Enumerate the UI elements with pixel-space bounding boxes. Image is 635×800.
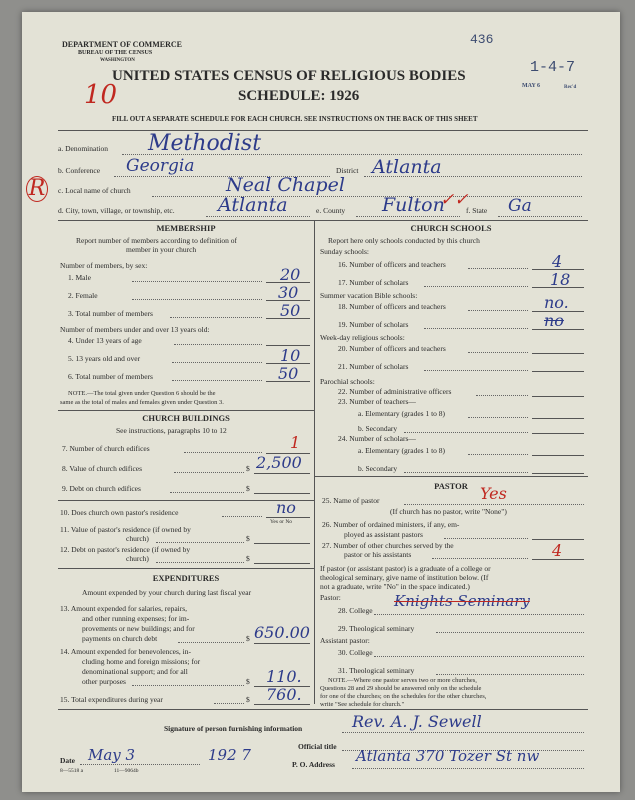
received-stamp: Rec'd bbox=[564, 85, 577, 90]
q13-dollar: $ bbox=[246, 634, 250, 643]
q30-label: 30. College bbox=[338, 648, 373, 657]
denomination-value: Methodist bbox=[148, 131, 262, 156]
expenditures-sub: Amount expended by your church during last fiscal year bbox=[82, 588, 252, 597]
q27-value: 4 bbox=[552, 541, 563, 560]
q11-dollar: $ bbox=[246, 534, 250, 543]
q5-label: 5. 13 years old and over bbox=[68, 354, 141, 363]
q7-label: 7. Number of church edifices bbox=[62, 444, 150, 453]
date-value: May 3 bbox=[88, 746, 136, 764]
q12-dollar: $ bbox=[246, 554, 250, 563]
q13-line-4: payments on church debt bbox=[82, 634, 158, 643]
q16-value: 4 bbox=[552, 252, 563, 271]
q17-label: 17. Number of scholars bbox=[338, 278, 409, 287]
q23a-label: a. Elementary (grades 1 to 8) bbox=[358, 409, 446, 418]
q14-line-1: 14. Amount expended for benevolences, in- bbox=[60, 647, 192, 656]
date-stamp: MAY 6 bbox=[522, 83, 541, 89]
membership-intro-2: member in your church bbox=[126, 245, 197, 254]
q27-label-1: 27. Number of other churches served by the bbox=[322, 541, 454, 550]
q8-label: 8. Value of church edifices bbox=[62, 464, 143, 473]
city-label: WASHINGTON bbox=[100, 58, 135, 63]
schedule-title: SCHEDULE: 1926 bbox=[238, 88, 360, 104]
pastor-heading: PASTOR bbox=[434, 481, 468, 491]
stamp-number: 436 bbox=[470, 32, 494, 47]
weekday-schools-label: Week-day religious schools: bbox=[320, 333, 405, 342]
yes-or-no-caption: Yes or No bbox=[270, 519, 293, 525]
q6-label: 6. Total number of members bbox=[68, 372, 153, 381]
q3-label: 3. Total number of members bbox=[68, 309, 153, 318]
county-check-mark: ✓✓ bbox=[440, 190, 469, 210]
graduate-note-3: not a graduate, write "No" in the space indicated.) bbox=[320, 582, 470, 591]
q11-label-2: church) bbox=[126, 534, 149, 543]
address-label: P. O. Address bbox=[292, 760, 335, 769]
membership-heading: MEMBERSHIP bbox=[156, 223, 216, 233]
q24b-label: b. Secondary bbox=[358, 464, 398, 473]
membership-by-sex: Number of members, by sex: bbox=[60, 261, 148, 270]
q26-label-2: ployed as assistant pastors bbox=[344, 530, 423, 539]
q17-value: 18 bbox=[550, 270, 571, 289]
district-label: District bbox=[336, 166, 359, 175]
vacation-schools-label: Summer vacation Bible schools: bbox=[320, 291, 418, 300]
q4-label: 4. Under 13 years of age bbox=[68, 336, 142, 345]
column-divider bbox=[314, 220, 315, 704]
q15-value: 760. bbox=[266, 685, 302, 704]
parochial-schools-label: Parochial schools: bbox=[320, 377, 375, 386]
q13-value: 650.00 bbox=[254, 623, 310, 642]
instructions-line: FILL OUT A SEPARATE SCHEDULE FOR EACH CHURCH. SEE INSTRUCTIONS ON THE BACK OF THIS SHEET bbox=[112, 115, 478, 123]
sunday-schools-label: Sunday schools: bbox=[320, 247, 369, 256]
q8-dollar: $ bbox=[246, 464, 250, 473]
membership-age-line: Number of members under and over 13 years old: bbox=[60, 325, 210, 334]
q27-label-2: pastor or his assistants bbox=[344, 550, 412, 559]
handwritten-mark-r: R bbox=[26, 176, 48, 202]
district-value: Atlanta bbox=[372, 156, 442, 178]
q2-label: 2. Female bbox=[68, 291, 98, 300]
q23-label: 23. Number of teachers— bbox=[338, 397, 416, 406]
header-rule bbox=[58, 130, 588, 131]
q18-value: no. bbox=[544, 293, 569, 312]
church-name-label: c. Local name of church bbox=[58, 186, 131, 195]
q25-label: 25. Name of pastor bbox=[322, 496, 380, 505]
q14-dollar: $ bbox=[246, 677, 250, 686]
form-number-1: 8—5518 a bbox=[60, 768, 84, 774]
q15-dollar: $ bbox=[246, 695, 250, 704]
q20-label: 20. Number of officers and teachers bbox=[338, 344, 446, 353]
q28-label: 28. College bbox=[338, 606, 373, 615]
q21-label: 21. Number of scholars bbox=[338, 362, 409, 371]
q10-label: 10. Does church own pastor's residence bbox=[60, 508, 179, 517]
q11-label-1: 11. Value of pastor's residence (if owned by bbox=[60, 525, 191, 534]
q19-value: no bbox=[544, 311, 564, 330]
code-stamp: 1-4-7 bbox=[530, 59, 576, 76]
q28-value: Knights Seminary bbox=[394, 592, 530, 610]
form-number-2: 11—9064b bbox=[114, 768, 139, 774]
signature-label: Signature of person furnishing information bbox=[164, 724, 303, 733]
assistant-pastor-label: Assistant pastor: bbox=[320, 636, 370, 645]
pastor-note-4: write "See schedule for church." bbox=[320, 701, 405, 708]
q18-label: 18. Number of officers and teachers bbox=[338, 302, 446, 311]
q25-note: (If church has no pastor, write "None") bbox=[390, 507, 507, 516]
q14-line-4: other purposes bbox=[82, 677, 126, 686]
q19-label: 19. Number of scholars bbox=[338, 320, 409, 329]
q1-value: 20 bbox=[280, 265, 301, 284]
graduate-note-2: theological seminary, give name of institution below. (If bbox=[320, 573, 489, 582]
q13-line-1: 13. Amount expended for salaries, repairs, bbox=[60, 604, 188, 613]
schools-intro: Report here only schools conducted by this church bbox=[328, 236, 480, 245]
q13-line-2: and other running expenses; for im- bbox=[82, 614, 190, 623]
q26-label-1: 26. Number of ordained ministers, if any, em- bbox=[322, 520, 460, 529]
q3-value: 50 bbox=[280, 301, 301, 320]
form-title: UNITED STATES CENSUS OF RELIGIOUS BODIES bbox=[112, 68, 466, 84]
q5-value: 10 bbox=[280, 346, 301, 365]
q24a-label: a. Elementary (grades 1 to 8) bbox=[358, 446, 446, 455]
membership-note-1: NOTE.—The total given under Question 6 should be the bbox=[68, 390, 216, 397]
conference-label: b. Conference bbox=[58, 166, 101, 175]
church-name-value: Neal Chapel bbox=[226, 174, 345, 196]
buildings-heading: CHURCH BUILDINGS bbox=[142, 413, 230, 423]
year-value: 192 7 bbox=[208, 746, 251, 764]
address-value: Atlanta 370 Tozer St nw bbox=[356, 747, 540, 765]
state-label: f. State bbox=[466, 206, 488, 215]
q12-label-2: church) bbox=[126, 554, 149, 563]
census-schedule-page bbox=[22, 12, 620, 792]
q15-label: 15. Total expenditures during year bbox=[60, 695, 163, 704]
q14-line-2: cluding home and foreign missions; for bbox=[82, 657, 201, 666]
membership-intro-1: Report number of members according to definition of bbox=[76, 236, 237, 245]
state-value: Ga bbox=[508, 196, 532, 216]
q22-label: 22. Number of administrative officers bbox=[338, 387, 452, 396]
conference-value: Georgia bbox=[126, 156, 195, 176]
handwritten-mark-10: 10 bbox=[84, 80, 118, 110]
signature-value: Rev. A. J. Sewell bbox=[352, 712, 482, 731]
county-value: Fulton bbox=[382, 194, 445, 216]
q14-line-3: denominational support; and for all bbox=[82, 667, 188, 676]
schools-heading: CHURCH SCHOOLS bbox=[410, 223, 492, 233]
q29-label: 29. Theological seminary bbox=[338, 624, 415, 633]
q25-value: Yes bbox=[480, 484, 507, 503]
q23b-label: b. Secondary bbox=[358, 424, 398, 433]
q2-value: 30 bbox=[278, 283, 299, 302]
q12-label-1: 12. Debt on pastor's residence (if owned by bbox=[60, 545, 191, 554]
date-label: Date bbox=[60, 756, 75, 765]
buildings-sub: See instructions, paragraphs 10 to 12 bbox=[116, 426, 227, 435]
q1-label: 1. Male bbox=[68, 273, 91, 282]
q10-value: no bbox=[276, 498, 296, 517]
denomination-label: a. Denomination bbox=[58, 144, 108, 153]
pastor-note-3: for one of the churches; on the schedules for the other churches, bbox=[320, 693, 487, 700]
q7-value: 1 bbox=[290, 433, 301, 452]
q14-value: 110. bbox=[266, 667, 302, 686]
graduate-note-1: If pastor (or assistant pastor) is a graduate of a college or bbox=[320, 564, 491, 573]
q9-label: 9. Debt on church edifices bbox=[62, 484, 141, 493]
q16-label: 16. Number of officers and teachers bbox=[338, 260, 446, 269]
q13-line-3: provements or new buildings; and for bbox=[82, 624, 195, 633]
q9-dollar: $ bbox=[246, 484, 250, 493]
q8-value: 2,500 bbox=[256, 453, 302, 472]
q31-label: 31. Theological seminary bbox=[338, 666, 415, 675]
pastor-note-2: Questions 28 and 29 should be answered only on the schedule bbox=[320, 685, 482, 692]
expenditures-heading: EXPENDITURES bbox=[152, 573, 220, 583]
department-label: DEPARTMENT OF COMMERCE bbox=[62, 40, 183, 49]
city-value: Atlanta bbox=[218, 194, 288, 216]
q6-value: 50 bbox=[278, 364, 299, 383]
membership-note-2: same as the total of males and females given under Question 3. bbox=[60, 399, 224, 406]
pastor-sublabel: Pastor: bbox=[320, 593, 341, 602]
pastor-note-1: NOTE.—Where one pastor serves two or more churches, bbox=[328, 677, 477, 684]
bureau-label: BUREAU OF THE CENSUS bbox=[78, 50, 153, 56]
county-label: e. County bbox=[316, 206, 346, 215]
city-label-field: d. City, town, village, or township, etc. bbox=[58, 206, 175, 215]
q24-label: 24. Number of scholars— bbox=[338, 434, 416, 443]
official-title-label: Official title bbox=[298, 742, 337, 751]
